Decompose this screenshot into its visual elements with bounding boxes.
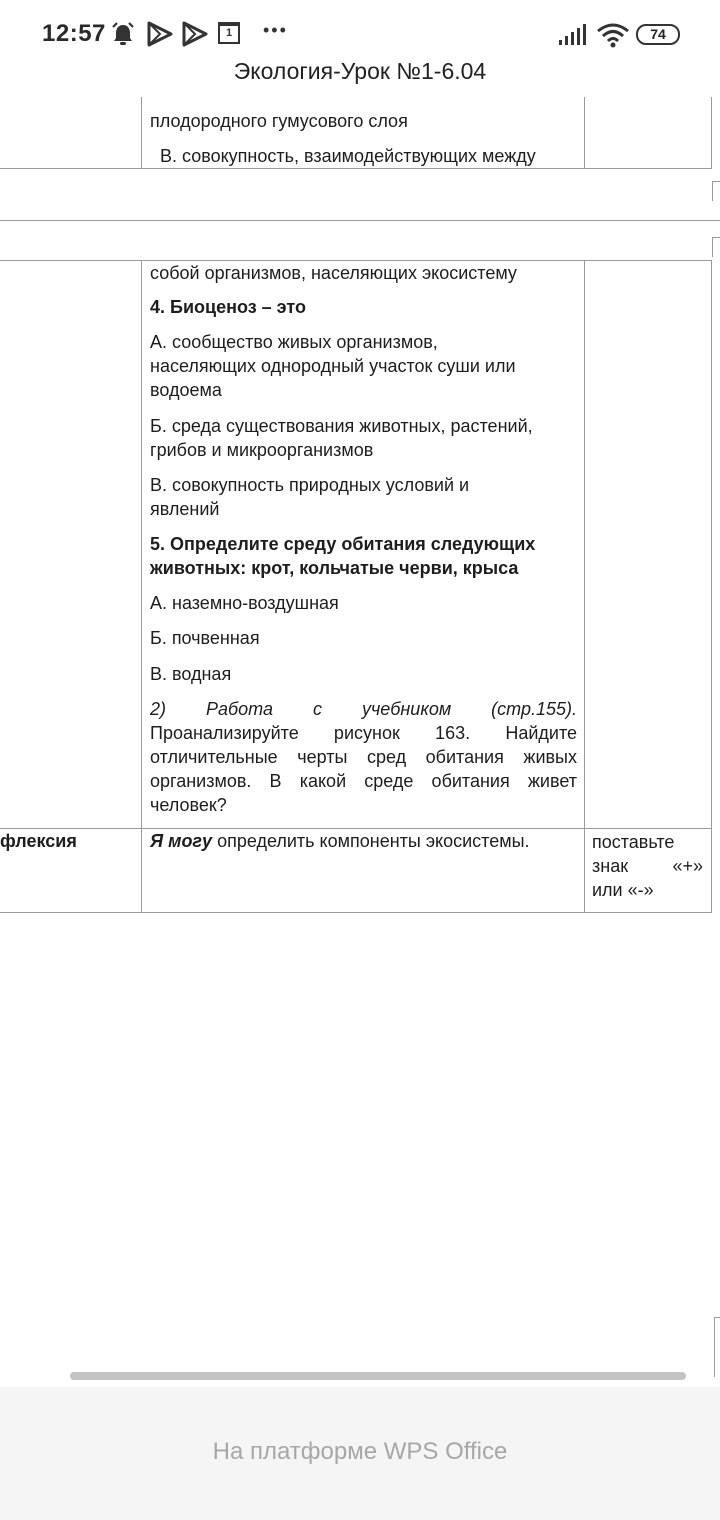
option-text: водоема (150, 380, 222, 400)
option-text: А. наземно-воздушная (150, 593, 339, 613)
task-text: отличительные черты сред обитания живых (150, 747, 577, 767)
play-store-icon (145, 20, 173, 48)
battery-level: 74 (650, 26, 666, 42)
more-icon: ••• (263, 20, 288, 40)
question-title: 4. Биоценоз – это (150, 297, 306, 317)
option-text: А. сообщество живых организмов, (150, 332, 438, 352)
alarm-icon (110, 20, 136, 48)
option-text: плодородного гумусового слоя (150, 111, 408, 131)
option-text: Б. почвенная (150, 628, 260, 648)
battery-icon (636, 24, 680, 45)
reflection-note: или «-» (592, 880, 654, 900)
play-store-icon (180, 20, 208, 48)
reflection-body: определить компоненты экосистемы. (212, 831, 530, 851)
option-text: Б. среда существования животных, растений, (150, 416, 533, 436)
page-edge (714, 1317, 715, 1377)
option-text: явлений (150, 499, 220, 519)
task-text: 2) Работа с учебником (стр.155). (150, 699, 577, 719)
option-text: В. водная (150, 664, 232, 684)
row-label: флексия (0, 831, 77, 851)
reflection-text (150, 829, 530, 853)
option-text: населяющих однородный участок суши или (150, 356, 516, 376)
page-edge (712, 181, 713, 201)
task-text: организмов. В какой среде обитания живет (150, 771, 577, 791)
table-divider (711, 260, 712, 913)
calendar-day: 1 (225, 27, 233, 39)
question-title: 5. Определите среду обитания следующих (150, 534, 536, 554)
footer-text: На платформе WPS Office (212, 1438, 508, 1465)
option-text: собой организмов, населяющих экосистему (150, 263, 517, 283)
page-edge (712, 237, 713, 257)
option-text: грибов и микроорганизмов (150, 440, 374, 460)
task-text: человек? (150, 795, 227, 815)
signal-icon (558, 24, 586, 46)
page-edge (712, 237, 720, 238)
page-edge (712, 181, 720, 182)
reflection-note: поставьте (592, 832, 675, 852)
page-edge (0, 220, 720, 221)
reflection-note: знак «+» (592, 856, 703, 876)
option-text: В. совокупность природных условий и (150, 475, 470, 495)
table-divider (0, 168, 712, 169)
option-text: В. совокупность, взаимодействующих между (160, 146, 536, 166)
table-divider (141, 260, 142, 913)
horizontal-scrollbar[interactable] (70, 1372, 686, 1380)
document-viewer[interactable] (0, 97, 720, 1387)
table-divider (711, 97, 712, 168)
table-divider (584, 97, 585, 168)
wifi-icon (596, 22, 630, 48)
table-divider (0, 912, 712, 913)
calendar-icon (218, 22, 240, 44)
document-title: Экология-Урок №1-6.04 (233, 58, 487, 84)
table-divider (141, 97, 142, 168)
task-text: Проанализируйте рисунок 163. Найдите (150, 723, 577, 743)
status-time: 12:57 (42, 20, 106, 47)
question-title: животных: крот, кольчатые черви, крыса (150, 558, 519, 578)
table-divider (584, 260, 585, 913)
reflection-emphasis: Я могу (150, 831, 213, 851)
